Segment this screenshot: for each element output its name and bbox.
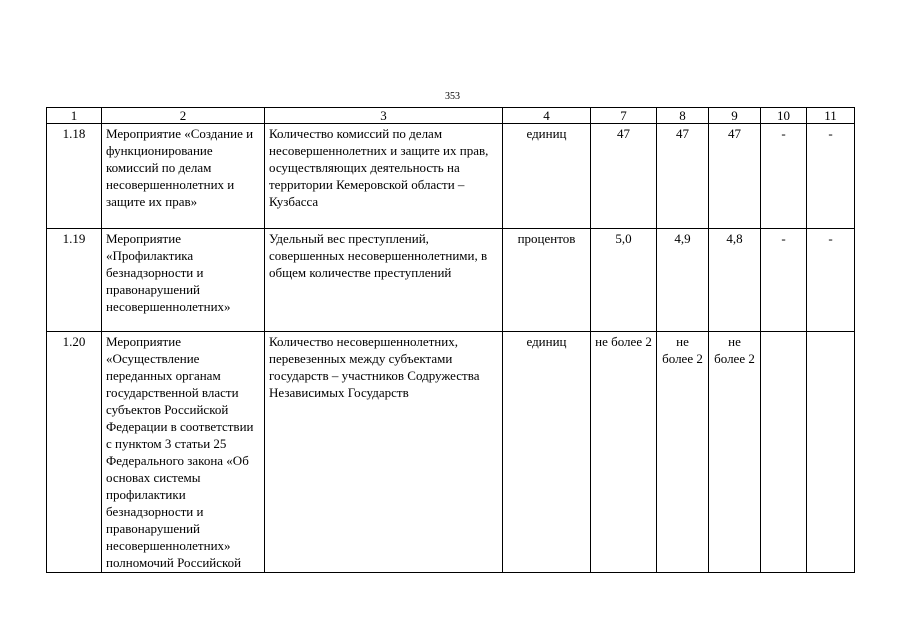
column-header: 7 <box>591 108 657 124</box>
value-cell-11 <box>807 332 855 573</box>
value-cell-7: 5,0 <box>591 229 657 332</box>
value-cell-8: 47 <box>657 124 709 229</box>
indicator-cell: Количество комиссий по делам несовершеннолетних и защите их прав, осуществляющих деятельность на территории Кемеровской области – Кузбасса <box>265 124 503 229</box>
table-row <box>47 332 855 573</box>
column-header: 10 <box>761 108 807 124</box>
unit-cell: единиц <box>503 332 591 573</box>
column-header: 1 <box>47 108 102 124</box>
row-number: 1.20 <box>47 332 102 573</box>
table-row <box>47 124 855 229</box>
value-cell-9: не более 2 <box>709 332 761 573</box>
unit-cell: единиц <box>503 124 591 229</box>
indicator-cell: Количество несовершеннолетних, перевезенных между субъектами государств – участников Содружества Независимых Государств <box>265 332 503 573</box>
value-cell-11: - <box>807 124 855 229</box>
page-number: 353 <box>445 91 460 102</box>
row-number: 1.18 <box>47 124 102 229</box>
measure-cell: Мероприятие «Профилактика безнадзорности и правонарушений несовершеннолетних» <box>102 229 265 332</box>
value-cell-11: - <box>807 229 855 332</box>
column-header: 11 <box>807 108 855 124</box>
value-cell-7: не более 2 <box>591 332 657 573</box>
indicator-cell: Удельный вес преступлений, совершенных несовершеннолетними, в общем количестве преступлений <box>265 229 503 332</box>
value-cell-8: не более 2 <box>657 332 709 573</box>
column-header: 9 <box>709 108 761 124</box>
column-header: 2 <box>102 108 265 124</box>
value-cell-10: - <box>761 124 807 229</box>
value-cell-9: 4,8 <box>709 229 761 332</box>
table-header-row <box>47 108 855 124</box>
value-cell-10 <box>761 332 807 573</box>
measure-cell: Мероприятие «Создание и функционирование комиссий по делам несовершеннолетних и защите их прав» <box>102 124 265 229</box>
table-row <box>47 229 855 332</box>
value-cell-9: 47 <box>709 124 761 229</box>
column-header: 4 <box>503 108 591 124</box>
indicators-table <box>46 107 855 573</box>
row-number: 1.19 <box>47 229 102 332</box>
unit-cell: процентов <box>503 229 591 332</box>
measure-cell: Мероприятие «Осуществление переданных органам государственной власти субъектов Российской Федерации в соответствии с пунктом 3 статьи 25 Федерального закона «Об основах системы профилактики безнадзорности и правонарушений несовершеннолетних» полномочий Российской <box>102 332 265 573</box>
column-header: 3 <box>265 108 503 124</box>
value-cell-8: 4,9 <box>657 229 709 332</box>
value-cell-10: - <box>761 229 807 332</box>
value-cell-7: 47 <box>591 124 657 229</box>
column-header: 8 <box>657 108 709 124</box>
